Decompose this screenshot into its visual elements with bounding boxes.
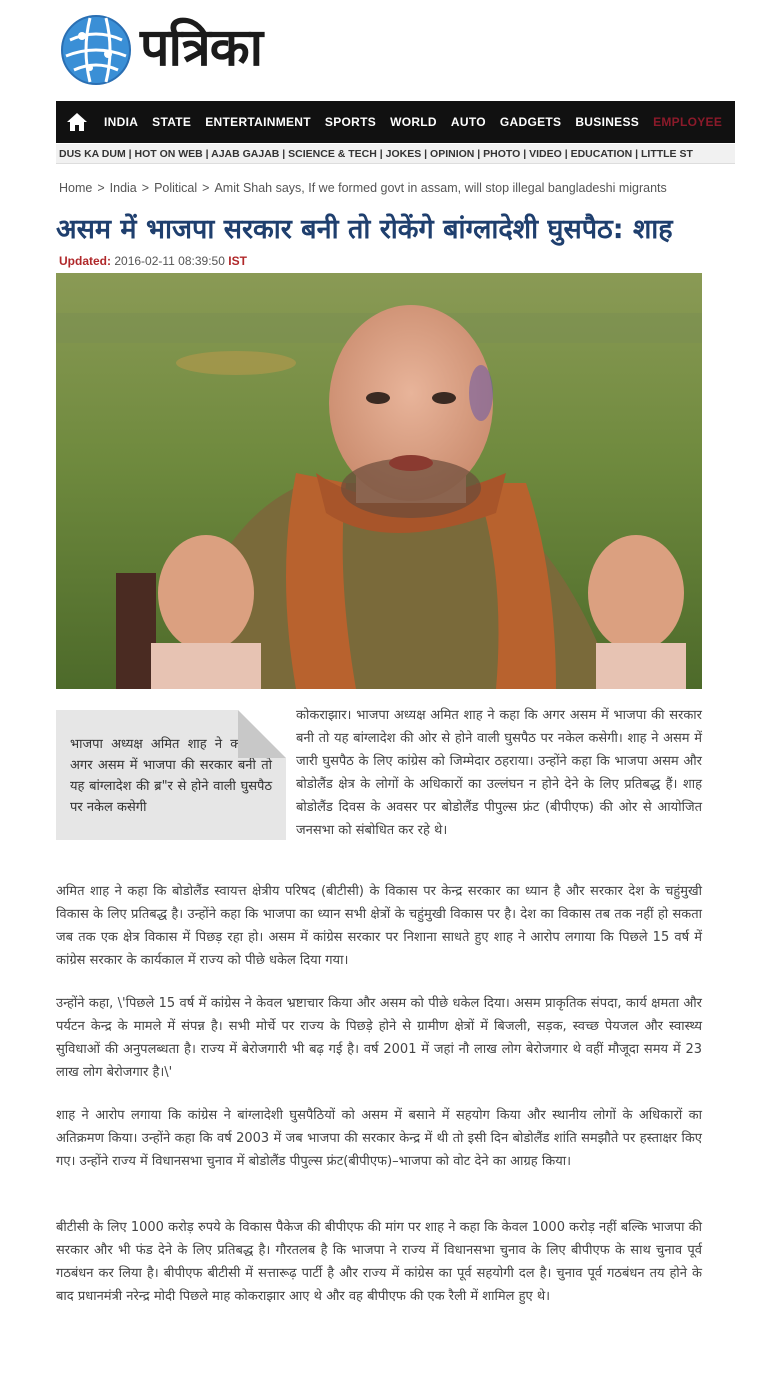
- body-paragraph: उन्होंने कहा, \'पिछले 15 वर्ष में कांग्रेस ने केवल भ्रष्टाचार किया और असम को पीछे धकेल दिया। असम प्राकृतिक संपदा, कार्य क्षमता और पर्यटन केन्द्र के मामले में संपन्न है। सभी मोर्चे पर राज्य के पिछड़े होने से ग्रामीण क्षेत्रों में बिजली, सड़क, स्वच्छ पेयजल और स्वास्थ्य सुविधाओं की अनुपलब्धता है। राज्य में बेरोजगारी भी बढ़ गई है। वर्ष 2001 में जहां नौ लाख लोग बेरोजगार थे वहीं मौजूदा समय में 23 लाख लोग बेरोजगार है।\': [56, 996, 702, 1080]
- pull-quote: [56, 710, 286, 840]
- updated-timezone: IST: [228, 254, 247, 268]
- breadcrumb-link[interactable]: Political: [154, 181, 198, 195]
- main-nav: [56, 101, 735, 143]
- nav-item-auto[interactable]: AUTO: [450, 115, 486, 129]
- nav-item-india[interactable]: INDIA: [104, 115, 139, 129]
- home-icon[interactable]: [66, 112, 88, 132]
- subnav-separator: |: [125, 148, 135, 160]
- article-photo: [56, 273, 702, 689]
- subnav-item[interactable]: AJAB GAJAB: [211, 148, 280, 160]
- nav-items: [104, 101, 735, 143]
- nav-item-state[interactable]: STATE: [152, 115, 192, 129]
- page-fold-corner: [238, 710, 286, 758]
- body-paragraph: बीटीसी के लिए 1000 करोड़ रुपये के विकास पैकेज की बीपीएफ की मांग पर शाह ने कहा कि केवल 1000 करोड़ नहीं बल्कि भाजपा की सरकार और भी फंड देने के लिए प्रतिबद्ध है। गौरतलब है कि भाजपा ने राज्य में विधानसभा चुनाव के लिए बीपीएफ के साथ चुनाव पूर्व गठबंधन कर लिया है। बीपीएफ बीटीसी में सत्तारूढ़ पार्टी है और राज्य में कांग्रेस का पूर्व सहयोगी दल है। चुनाव पूर्व गठबंधन तय होने के बाद प्रधानमंत्री नरेन्द्र मोदी पिछले माह कोकराझार आए थे और वह बीपीएफ की एक रैली में शामिल हुए थे।: [56, 1220, 702, 1304]
- photo-illustration: [56, 273, 702, 689]
- subnav-separator: |: [421, 148, 431, 160]
- logo-wordmark: पत्रिका: [140, 18, 263, 78]
- intro-paragraph: कोकराझार। भाजपा अध्यक्ष अमित शाह ने कहा कि अगर असम में भाजपा की सरकार बनी तो यह बांग्लादेश की ओर से होने वाली घुसपैठ पर नकेल कसेगी। शाह ने असम में जारी घुसपैठ के लिए कांग्रेस को जिम्मेदार ठहराया। उन्होंने कहा कि भाजपा असम और बोडोलैंड क्षेत्र के लोगों के अधिकारों का उल्लंघन न होने देने के लिए प्रतिबद्ध हैं। शाह बोडोलैंड दिवस के अवसर पर बोडोलैंड पीपुल्स फ्रंट (बीपीएफ) की ओर से आयोजित जनसभा को संबोधित कर रहे थे।: [296, 708, 702, 838]
- subnav-separator: |: [202, 148, 212, 160]
- subnav-item[interactable]: DUS KA DUM: [59, 148, 126, 160]
- breadcrumb-link[interactable]: Home: [59, 181, 93, 195]
- pull-quote-text: भाजपा अध्यक्ष अमित शाह ने कहा कि अगर असम में भाजपा की सरकार बनी तो यह बांग्लादेश की ब्र"र से होने वाली घुसपैठ पर नकेल कसेगी: [70, 737, 272, 815]
- updated-timestamp: [59, 254, 247, 268]
- breadcrumb-separator: >: [141, 181, 150, 195]
- subnav-item[interactable]: EDUCATION: [570, 148, 633, 160]
- breadcrumb-link[interactable]: India: [109, 181, 137, 195]
- nav-item-sports[interactable]: SPORTS: [324, 115, 377, 129]
- subnav-item[interactable]: JOKES: [385, 148, 422, 160]
- sub-nav: [56, 144, 735, 164]
- subnav-item[interactable]: HOT ON WEB: [134, 148, 203, 160]
- subnav-item[interactable]: OPINION: [430, 148, 475, 160]
- nav-item-gadgets[interactable]: GADGETS: [499, 115, 562, 129]
- subnav-separator: |: [279, 148, 289, 160]
- subnav-separator: |: [520, 148, 530, 160]
- body-paragraph: शाह ने आरोप लगाया कि कांग्रेस ने बांग्लादेशी घुसपैठियों को असम में बसाने में सहयोग किया और स्थानीय लोगों के अधिकारों का अतिक्रमण किया। उन्होंने कहा कि वर्ष 2003 में जब भाजपा की सरकार केन्द्र में थी तो इसी दिन बोडोलैंड शांति समझौते पर हस्ताक्षर किए गए। उन्होंने राज्य में विधानसभा चुनाव में बोडोलैंड पीपुल्स फ्रंट(बीपीएफ)–भाजपा को वोट देने का आग्रह किया।: [56, 1108, 702, 1169]
- subnav-item[interactable]: PHOTO: [483, 148, 521, 160]
- subnav-item[interactable]: LITTLE ST: [640, 148, 693, 160]
- nav-item-employee[interactable]: EMPLOYEE: [653, 115, 723, 129]
- nav-item-entertainment[interactable]: ENTERTAINMENT: [205, 115, 311, 129]
- subnav-separator: |: [561, 148, 571, 160]
- updated-label: Updated:: [59, 254, 111, 268]
- nav-item-world[interactable]: WORLD: [390, 115, 437, 129]
- subnav-separator: |: [376, 148, 386, 160]
- article-headline: असम में भाजपा सरकार बनी तो रोकेंगे बांग्लादेशी घुसपैठ: शाह: [56, 214, 673, 245]
- nav-item-business[interactable]: BUSINESS: [575, 115, 640, 129]
- updated-value: 2016-02-11 08:39:50: [114, 254, 225, 268]
- site-logo[interactable]: [60, 14, 320, 86]
- body-paragraph: अमित शाह ने कहा कि बोडोलैंड स्वायत्त क्षेत्रीय परिषद (बीटीसी) के विकास पर केन्द्र सरकार का ध्यान है और सरकार देश के चहुंमुखी विकास के लिए प्रतिबद्ध है। उन्होंने कहा कि भाजपा का ध्यान सभी क्षेत्रों के चहुंमुखी विकास पर है। देश का विकास तब तक नहीं हो सकता जब तक एक क्षेत्र विकास में पिछड़ रहा हो। असम में कांग्रेस सरकार पर निशाना साधते हुए शाह ने आरोप लगाया कि पिछले 15 वर्ष में कांग्रेस सरकार के कार्यकाल में राज्य को पीछे धकेल दिया गया।: [56, 884, 702, 968]
- breadcrumb-separator: >: [202, 181, 210, 195]
- breadcrumb-separator: >: [97, 181, 105, 195]
- breadcrumb: [59, 181, 667, 195]
- subnav-separator: |: [474, 148, 484, 160]
- breadcrumb-current: Amit Shah says, If we formed govt in assam, will stop illegal bangladeshi migrants: [214, 181, 667, 195]
- globe-logo-icon: [60, 14, 132, 86]
- subnav-item[interactable]: SCIENCE & TECH: [288, 148, 377, 160]
- subnav-item[interactable]: VIDEO: [529, 148, 562, 160]
- subnav-separator: |: [632, 148, 641, 160]
